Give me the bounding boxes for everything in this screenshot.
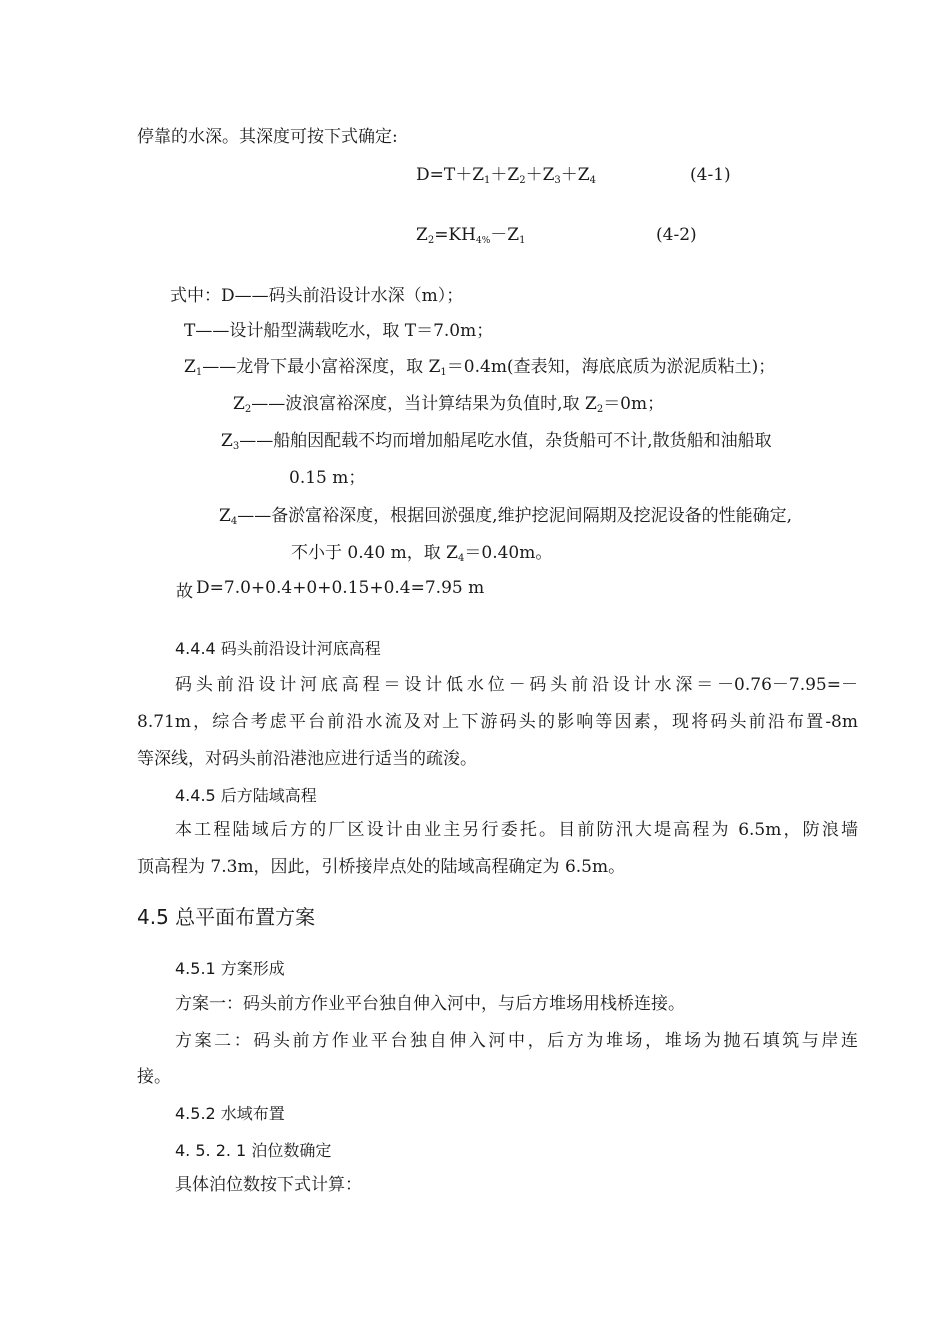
result-prefix: 故 (176, 582, 193, 602)
equation-4-1: $D=T+Z_1+Z_2+Z_3+Z_4$ (416, 165, 596, 186)
heading-4-4-4: 4.4.4 码头前沿设计河底高程 (175, 639, 381, 658)
scheme-two-line2: 接。 (137, 1067, 171, 1087)
scheme-two-line1: 方案二：码头前方作业平台独自伸入河中，后方为堆场，堆场为抛石填筑与岸连 (175, 1031, 858, 1051)
result-equation: D=7.0+0.4+0+0.15+0.4=7.95 m (196, 578, 485, 598)
berth-calc-text: 具体泊位数按下式计算： (175, 1175, 362, 1195)
heading-4-5: 4.5 总平面布置方案 (137, 905, 316, 929)
equation-4-2: $Z_2=KH_{4\%}-Z_1$ (416, 225, 526, 246)
paragraph-4-4-4-line1: 码头前沿设计河底高程＝设计低水位－码头前沿设计水深＝－0.76－7.95=－ (175, 675, 858, 695)
definition-z3-continued: 0.15 m； (289, 468, 366, 488)
equation-number-4-1: (4-1) (690, 165, 731, 185)
equation-number-4-2: (4-2) (656, 225, 697, 245)
definition-d: 式中：D——码头前沿设计水深（m）； (170, 286, 464, 306)
paragraph-4-4-4-line2: 8.71m，综合考虑平台前沿水流及对上下游码头的影响等因素，现将码头前沿布置-8m (137, 712, 858, 732)
heading-4-5-1: 4.5.1 方案形成 (175, 959, 285, 978)
definition-z4-continued: 不小于 0.40 m，取 $Z_4=0.40m$。 (291, 543, 553, 564)
definition-z3: $Z_3——$船舶因配载不均而增加船尾吃水值，杂货船可不计,散货船和油船取 (221, 431, 772, 452)
definition-z1: $Z_1——$龙骨下最小富裕深度，取 $Z_1=0.4m$(查表知，海底底质为淤泥质粘土)； (184, 357, 776, 378)
paragraph-4-4-5-line2: 顶高程为 7.3m，因此，引桥接岸点处的陆域高程确定为 6.5m。 (137, 857, 626, 877)
paragraph-4-4-5-line1: 本工程陆域后方的厂区设计由业主另行委托。目前防汛大堤高程为 6.5m，防浪墙 (175, 820, 858, 840)
heading-4-4-5: 4.4.5 后方陆域高程 (175, 786, 317, 805)
definition-z2: $Z_2——$波浪富裕深度，当计算结果为负值时,取 $Z_2=0m$； (233, 394, 665, 415)
definition-z4: $Z_4——$备淤富裕深度，根据回淤强度,维护挖泥间隔期及挖泥设备的性能确定, (219, 506, 792, 527)
heading-4-5-2: 4.5.2 水域布置 (175, 1104, 285, 1123)
intro-text: 停靠的水深。其深度可按下式确定: (137, 127, 398, 147)
paragraph-4-4-4-line3: 等深线，对码头前沿港池应进行适当的疏浚。 (137, 749, 477, 769)
scheme-one-text: 方案一：码头前方作业平台独自伸入河中，与后方堆场用栈桥连接。 (175, 994, 685, 1014)
definition-t: T——设计船型满载吃水，取 T＝7.0m； (184, 321, 494, 341)
heading-4-5-2-1: 4. 5. 2. 1 泊位数确定 (175, 1141, 332, 1160)
